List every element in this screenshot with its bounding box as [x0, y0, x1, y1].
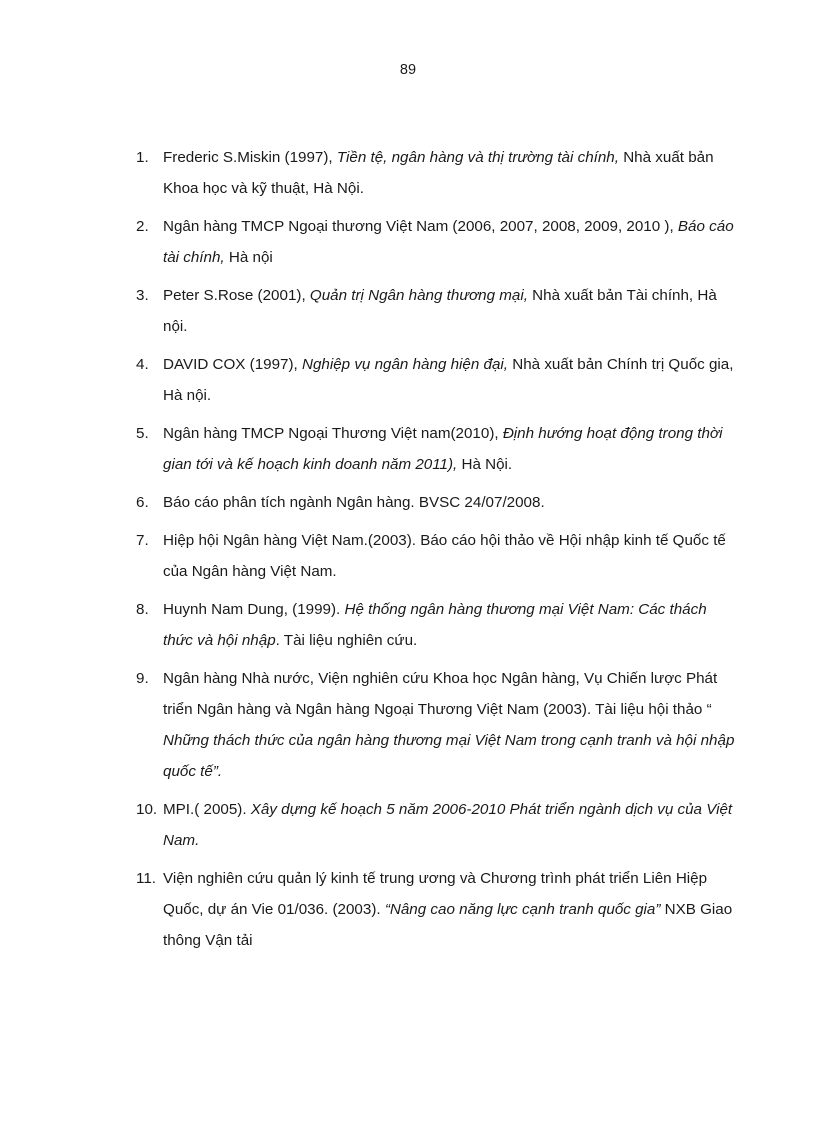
reference-title: Nghiệp vụ ngân hàng hiện đại,	[301, 356, 509, 373]
reference-title: Định hướng hoạt động trong thời gian tới và kế hoạch kinh doanh năm 2011),	[163, 425, 723, 473]
reference-item	[136, 418, 736, 480]
reference-text	[163, 487, 736, 518]
reference-number: 8.	[136, 601, 149, 618]
reference-item	[136, 663, 736, 787]
reference-text	[163, 349, 736, 411]
reference-title: Hệ thống ngân hàng thương mại Việt Nam: Các thách thức và hội nhập	[163, 601, 707, 649]
reference-number: 9.	[136, 670, 149, 687]
reference-item	[136, 142, 736, 204]
reference-title: Tiền tệ, ngân hàng và thị trường tài chính,	[336, 149, 619, 166]
reference-title: Xây dựng kế hoạch 5 năm 2006-2010 Phát triển ngành dịch vụ của Việt Nam.	[163, 801, 733, 849]
reference-number: 6.	[136, 494, 149, 511]
reference-item	[136, 211, 736, 273]
reference-item	[136, 487, 736, 518]
reference-text-segment: Peter S.Rose (2001),	[163, 287, 310, 304]
reference-text-segment: DAVID COX (1997),	[163, 356, 302, 373]
reference-text	[163, 794, 736, 856]
reference-title: Báo cáo tài chính,	[163, 218, 734, 266]
reference-item	[136, 349, 736, 411]
reference-text	[163, 142, 736, 204]
reference-title: Những thách thức của ngân hàng thương mại Việt Nam trong cạnh tranh và hội nhập quốc tế”.	[163, 732, 735, 780]
reference-text-segment: Báo cáo phân tích ngành Ngân hàng. BVSC 24/07/2008.	[163, 494, 545, 511]
reference-text	[163, 525, 736, 587]
reference-number: 5.	[136, 425, 149, 442]
reference-number: 1.	[136, 149, 149, 166]
reference-text	[163, 211, 736, 273]
reference-item	[136, 280, 736, 342]
reference-text-segment: Ngân hàng TMCP Ngoại Thương Việt nam(2010),	[163, 425, 503, 442]
reference-text-segment: Ngân hàng Nhà nước, Viện nghiên cứu Khoa học Ngân hàng, Vụ Chiến lược Phát triển Ngân hàng và Ngân hàng Ngoại Thương Việt Nam (2003). Tài liệu hội thảo “	[163, 670, 718, 718]
reference-number: 4.	[136, 356, 149, 373]
reference-text-segment: Huynh Nam Dung, (1999).	[163, 601, 345, 618]
reference-text	[163, 663, 736, 787]
reference-list	[136, 142, 736, 963]
reference-text-segment: Nhà xuất bản Khoa học và kỹ thuật, Hà Nội.	[163, 149, 714, 197]
reference-text-segment: Frederic S.Miskin (1997),	[163, 149, 337, 166]
reference-number: 7.	[136, 532, 149, 549]
reference-text	[163, 418, 736, 480]
reference-text-segment: NXB Giao thông Vận tải	[163, 901, 733, 949]
reference-text	[163, 594, 736, 656]
reference-text-segment: Hiệp hội Ngân hàng Việt Nam.(2003). Báo cáo hội thảo về Hội nhập kinh tế Quốc tế của Ngân hàng Việt Nam.	[163, 532, 726, 580]
reference-item	[136, 794, 736, 856]
reference-number: 2.	[136, 218, 149, 235]
reference-text-segment: MPI.( 2005).	[163, 801, 251, 818]
reference-text-segment: . Tài liệu nghiên cứu.	[275, 632, 418, 649]
reference-number: 10.	[136, 801, 158, 818]
reference-title: Quản trị Ngân hàng thương mại,	[309, 287, 528, 304]
reference-text-segment: Nhà xuất bản Chính trị Quốc gia, Hà nội.	[163, 356, 734, 404]
reference-text-segment: Viện nghiên cứu quản lý kinh tế trung ương và Chương trình phát triển Liên Hiệp Quốc, dự án Vie 01/036. (2003).	[163, 870, 708, 918]
reference-item	[136, 525, 736, 587]
reference-title: “Nâng cao năng lực cạnh tranh quốc gia”	[384, 901, 661, 918]
reference-text-segment: Ngân hàng TMCP Ngoại thương Việt Nam (2006, 2007, 2008, 2009, 2010 ),	[163, 218, 678, 235]
reference-text-segment: Nhà xuất bản Tài chính, Hà nội.	[163, 287, 717, 335]
reference-number: 11.	[136, 870, 156, 887]
page-number: 89	[399, 62, 417, 78]
reference-text-segment: Hà Nội.	[457, 456, 513, 473]
reference-item	[136, 594, 736, 656]
reference-text	[163, 280, 736, 342]
reference-text	[163, 863, 736, 956]
reference-text-segment: Hà nội	[224, 249, 273, 266]
reference-number: 3.	[136, 287, 149, 304]
reference-item	[136, 863, 736, 956]
